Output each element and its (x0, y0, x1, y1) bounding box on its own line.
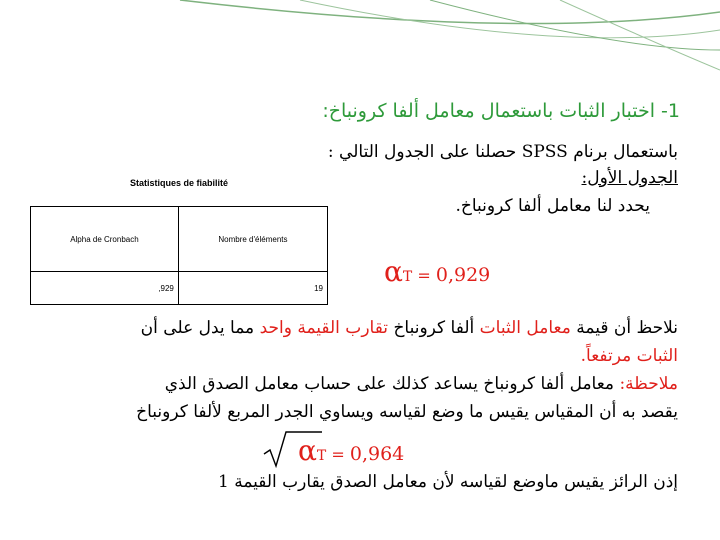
reliability-table (30, 206, 328, 305)
validity-value: 0,964 (349, 443, 405, 465)
alpha-subscript: T (402, 269, 413, 285)
highlight-text: تقارب القيمة واحد (259, 318, 389, 338)
observation-paragraph (141, 318, 678, 338)
table-header-cell: Alpha de Cronbach (31, 207, 179, 272)
table-cell: ,929 (31, 272, 179, 305)
table-description: يحدد لنا معامل ألفا كرونباخ. (455, 196, 650, 216)
alpha-formula (384, 255, 490, 288)
observation-line2: الثبات مرتفعاً. (580, 346, 678, 366)
table-label: الجدول الأول: (581, 168, 678, 188)
conclusion-text: إذن الرائز يقيس ماوضع لقياسه لأن معامل الصدق يقارب القيمة 1 (217, 472, 678, 492)
observation-text: نلاحظ أن قيمة (570, 318, 678, 338)
note-text: معامل ألفا كرونباخ يساعد كذلك على حساب معامل الصدق الذي (164, 374, 620, 394)
validity-formula (298, 434, 404, 467)
alpha-value: 0,929 (435, 264, 491, 286)
alpha-symbol: α (384, 255, 403, 288)
table-header-cell: Nombre d'éléments (178, 207, 327, 272)
observation-text: ألفا كرونباخ (388, 318, 480, 338)
note-line2: يقصد به أن المقياس يقيس ما وضع لقياسه ويساوي الجدر المربع لألفا كرونباخ (136, 402, 678, 422)
observation-text: مما يدل على أن (140, 318, 260, 338)
note-label: ملاحظة: (619, 374, 678, 394)
table-caption: Statistiques de fiabilité (129, 178, 229, 188)
alpha-symbol: α (298, 434, 317, 467)
intro-text: باستعمال برنام SPSS حصلنا على الجدول التالي : (327, 142, 678, 162)
section-heading: 1- اختبار الثبات باستعمال معامل ألفا كرونباخ: (322, 100, 680, 122)
table-cell: 19 (178, 272, 327, 305)
equals-sign: = (331, 445, 345, 464)
table-row (31, 272, 328, 305)
note-paragraph (165, 374, 678, 394)
table-header-row (31, 207, 328, 272)
highlight-text: معامل الثبات (479, 318, 571, 338)
equals-sign: = (417, 266, 431, 285)
alpha-subscript: T (316, 448, 327, 464)
